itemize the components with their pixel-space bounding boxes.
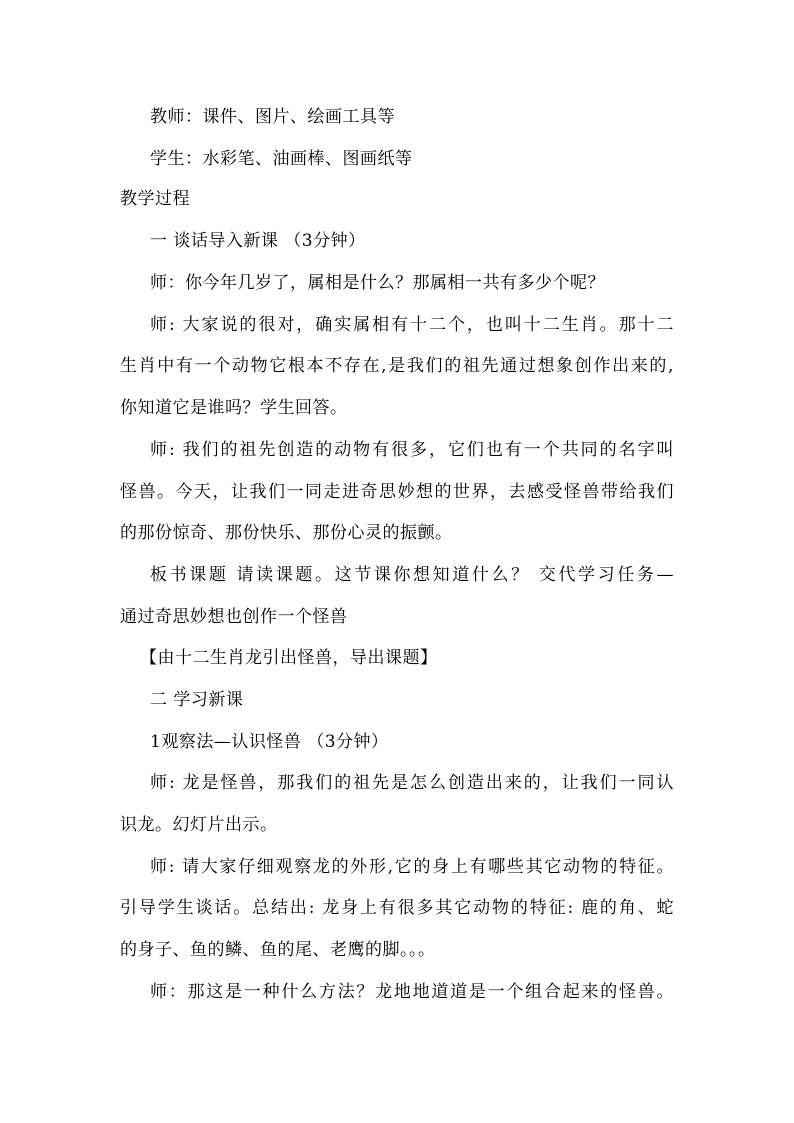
paragraph-line: 师：你今年几岁了，属相是什么？那属相一共有多少个呢？ — [150, 273, 605, 293]
paragraph-line: 生肖中有一个动物它根本不存在,是我们的祖先通过想象创作出来的, — [120, 356, 674, 376]
materials-teacher: 教师：课件、图片、绘画工具等 — [150, 107, 395, 127]
paragraph-line: 师：那这是一种什么方法？龙地地道道是一个组合起来的怪兽。 — [150, 982, 674, 1002]
paragraph-line: 板书课题 请读课题。这节课你想知道什么？ 交代学习任务— — [150, 565, 674, 585]
step-1-heading: 一 谈话导入新课 （3分钟） — [150, 231, 366, 251]
subsection-heading: 1观察法—认识怪兽 （3分钟） — [150, 732, 389, 752]
materials-student: 学生：水彩笔、油画棒、图画纸等 — [150, 149, 413, 169]
section-heading-process: 教学过程 — [120, 189, 190, 209]
paragraph-line: 通过奇思妙想也创作一个怪兽 — [120, 607, 348, 627]
paragraph-line: 的那份惊奇、那份快乐、那份心灵的振颤。 — [120, 523, 453, 543]
paragraph-line: 的身子、鱼的鳞、鱼的尾、老鹰的脚。。。 — [120, 940, 436, 960]
paragraph-line: 师: 大家说的很对，确实属相有十二个，也叫十二生肖。那十二 — [150, 315, 674, 335]
paragraph-line: 师: 我们的祖先创造的动物有很多，它们也有一个共同的名字叫 — [150, 440, 674, 460]
paragraph-line: 怪兽。今天，让我们一同走进奇思妙想的世界，去感受怪兽带给我们 — [120, 482, 674, 502]
bracketed-note: 【由十二生肖龙引出怪兽，导出课题】 — [140, 648, 438, 668]
paragraph-line: 你知道它是谁吗？学生回答。 — [120, 398, 348, 418]
paragraph-line: 识龙。幻灯片出示。 — [120, 815, 278, 835]
paragraph-line: 师: 请大家仔细观察龙的外形,它的身上有哪些其它动物的特征。 — [150, 857, 674, 877]
paragraph-line: 引导学生谈话。总结出: 龙身上有很多其它动物的特征: 鹿的角、蛇 — [120, 898, 674, 918]
paragraph-line: 师: 龙是怪兽，那我们的祖先是怎么创造出来的，让我们一同认 — [150, 773, 674, 793]
step-2-heading: 二 学习新课 — [150, 690, 244, 710]
